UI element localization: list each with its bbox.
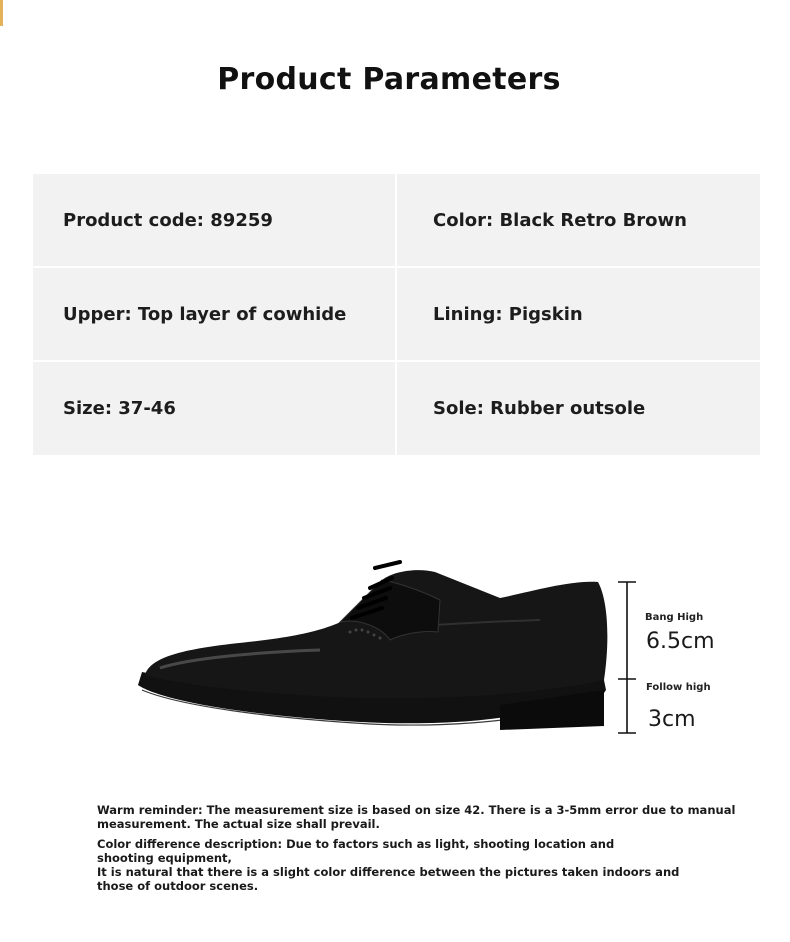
param-product-code: Product code: 89259 [33, 174, 395, 266]
parameters-table [33, 174, 760, 455]
shoe-image [120, 540, 630, 760]
param-color: Color: Black Retro Brown [397, 174, 760, 266]
warm-reminder-line-1: Warm reminder: The measurement size is based on size 42. There is a 3-5mm error due to manual [97, 803, 736, 817]
bang-high-label: Bang High [645, 612, 704, 623]
warm-reminder-line-2: measurement. The actual size shall prevail. [97, 817, 380, 831]
warm-reminder [97, 803, 737, 831]
param-sole: Sole: Rubber outsole [397, 362, 760, 455]
bang-high-value: 6.5cm [646, 629, 715, 654]
color-note-line-3: It is natural that there is a slight color difference between the pictures taken indoors and [97, 865, 680, 879]
color-note-line-2: shooting equipment, [97, 851, 232, 865]
param-size: Size: 37-46 [33, 362, 395, 455]
color-difference-description [97, 837, 737, 893]
color-note-line-4: those of outdoor scenes. [97, 879, 259, 893]
param-upper: Upper: Top layer of cowhide [33, 268, 395, 360]
follow-high-label: Follow high [646, 682, 711, 693]
corner-accent-mark [0, 0, 3, 26]
color-note-line-1: Color difference description: Due to factors such as light, shooting location and [97, 837, 615, 851]
page-title: Product Parameters [217, 62, 561, 97]
follow-high-value: 3cm [648, 707, 696, 732]
param-lining: Lining: Pigskin [397, 268, 760, 360]
notes-section [97, 803, 737, 899]
dimension-markers [610, 575, 650, 740]
